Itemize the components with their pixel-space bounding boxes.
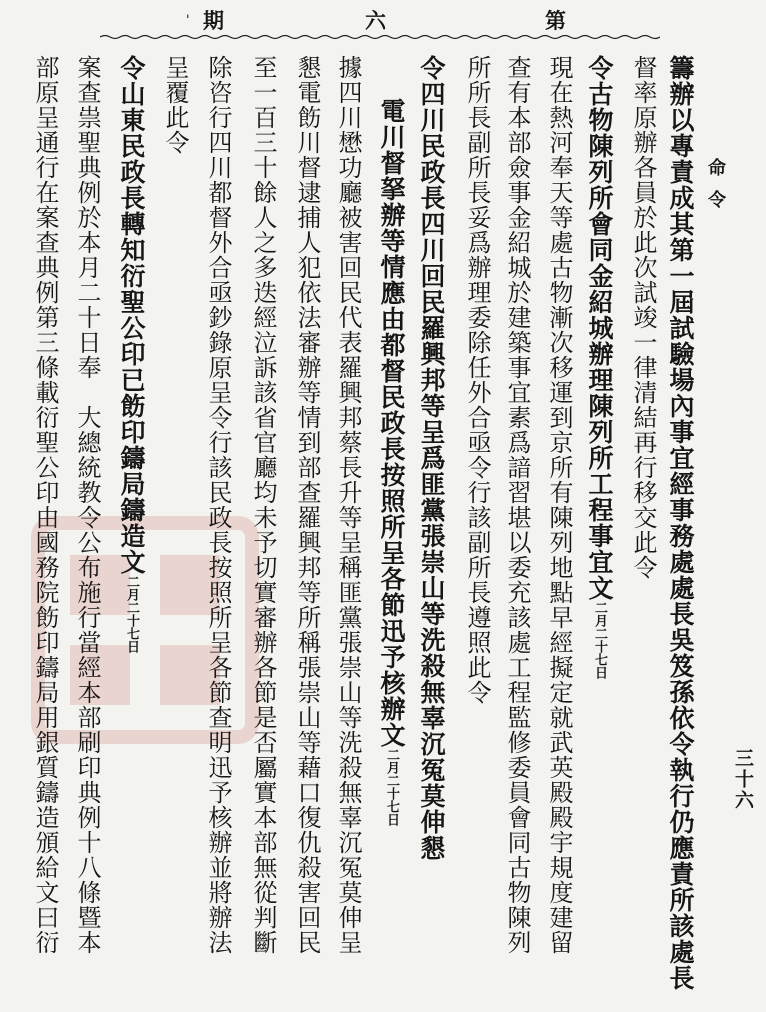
text-column-15: [72, 55, 102, 955]
page-header: [0, 0, 766, 48]
text-column-12: [203, 55, 233, 955]
column-text: 所所長副所長妥爲辦理委除任外合亟令行該副所長遵照此令: [463, 55, 491, 705]
header-ordinal-char: 第: [545, 8, 566, 33]
header-issue-char: 期: [203, 8, 224, 33]
column-text: 至一百三十餘人之多迭經泣訴該省官廳均未予切實審辦各節是否屬實本部無從判斷: [249, 55, 277, 955]
column-text: 督率原辦各員於此次試竣一律清結再行移交此令: [629, 55, 657, 580]
text-column-6: [462, 55, 492, 705]
date-note: 二月二十七日: [592, 601, 607, 679]
column-text: 案查祟聖典例於本月二十日奉 大總統教令公布施行當經本部刷印典例十八條暨本: [73, 55, 101, 955]
text-column-1: [665, 55, 695, 991]
column-text: 部原呈通行在案查典例第三條載衍聖公印由國務院飭印鑄局用銀質鑄造頒給文曰衍: [31, 55, 59, 955]
text-column-10: [292, 55, 322, 955]
column-text: 查有本部僉事金紹城於建築事宜素爲諳習堪以委充該處工程監修委員會同古物陳列: [503, 55, 531, 955]
column-text: 令四川民政長四川回民羅興邦等呈爲匪黨張崇山等洗殺無辜沉冤莫伸懇: [417, 55, 446, 861]
column-text: 令古物陳列所會同金紹城辦理陳列所工程事宜文: [585, 55, 614, 601]
column-text: 令山東民政長轉知衍聖公印已飭印鑄局鑄造文: [117, 55, 146, 575]
text-column-9: [333, 55, 363, 955]
column-text: 呈覆此令: [161, 55, 189, 155]
column-text: 現在熱河奉天等處古物漸次移運到京所有陳列地點早經擬定就武英殿殿宇規度建留: [545, 55, 573, 955]
column-text: 據四川懋功廳被害回民代表羅興邦蔡長升等呈稱匪黨張崇山等洗殺無辜沉冤莫伸呈: [334, 55, 362, 955]
text-column-4: [544, 55, 574, 955]
column-text: 懇電飭川督逮捕人犯依法審辦等情到部查羅興邦等所稱張崇山等藉口復仇殺害回民: [293, 55, 321, 955]
text-column-11: [248, 55, 278, 955]
section-title: 命令: [705, 158, 726, 222]
column-text: 電川督拏辦等情應由都督民政長按照所呈各節迅予核辦文: [377, 98, 406, 748]
text-column-13: [160, 55, 190, 155]
header-number-char: 六: [365, 8, 386, 33]
date-note: 二月二十七日: [384, 748, 399, 826]
header-wavy-rule: [100, 34, 660, 40]
text-column-8: [376, 98, 406, 826]
text-column-2: [628, 55, 658, 580]
text-column-3: [584, 55, 614, 679]
text-column-5: [502, 55, 532, 955]
text-column-16: [30, 55, 60, 955]
text-column-14: [116, 55, 146, 653]
text-column-7: [416, 55, 446, 861]
date-note: 二月二十七日: [124, 575, 139, 653]
header-mark: ': [186, 13, 190, 28]
column-text: 除咨行四川都督外合亟鈔錄原呈令行該民政長按照所呈各節查明迅予核辦並將辦法: [204, 55, 232, 955]
column-text: 籌辦以專責成其第一屆試驗場內事宜經事務處處長吳笈孫依令執行仍應責所該處長: [666, 55, 695, 991]
page-number: 三十六: [732, 748, 754, 811]
